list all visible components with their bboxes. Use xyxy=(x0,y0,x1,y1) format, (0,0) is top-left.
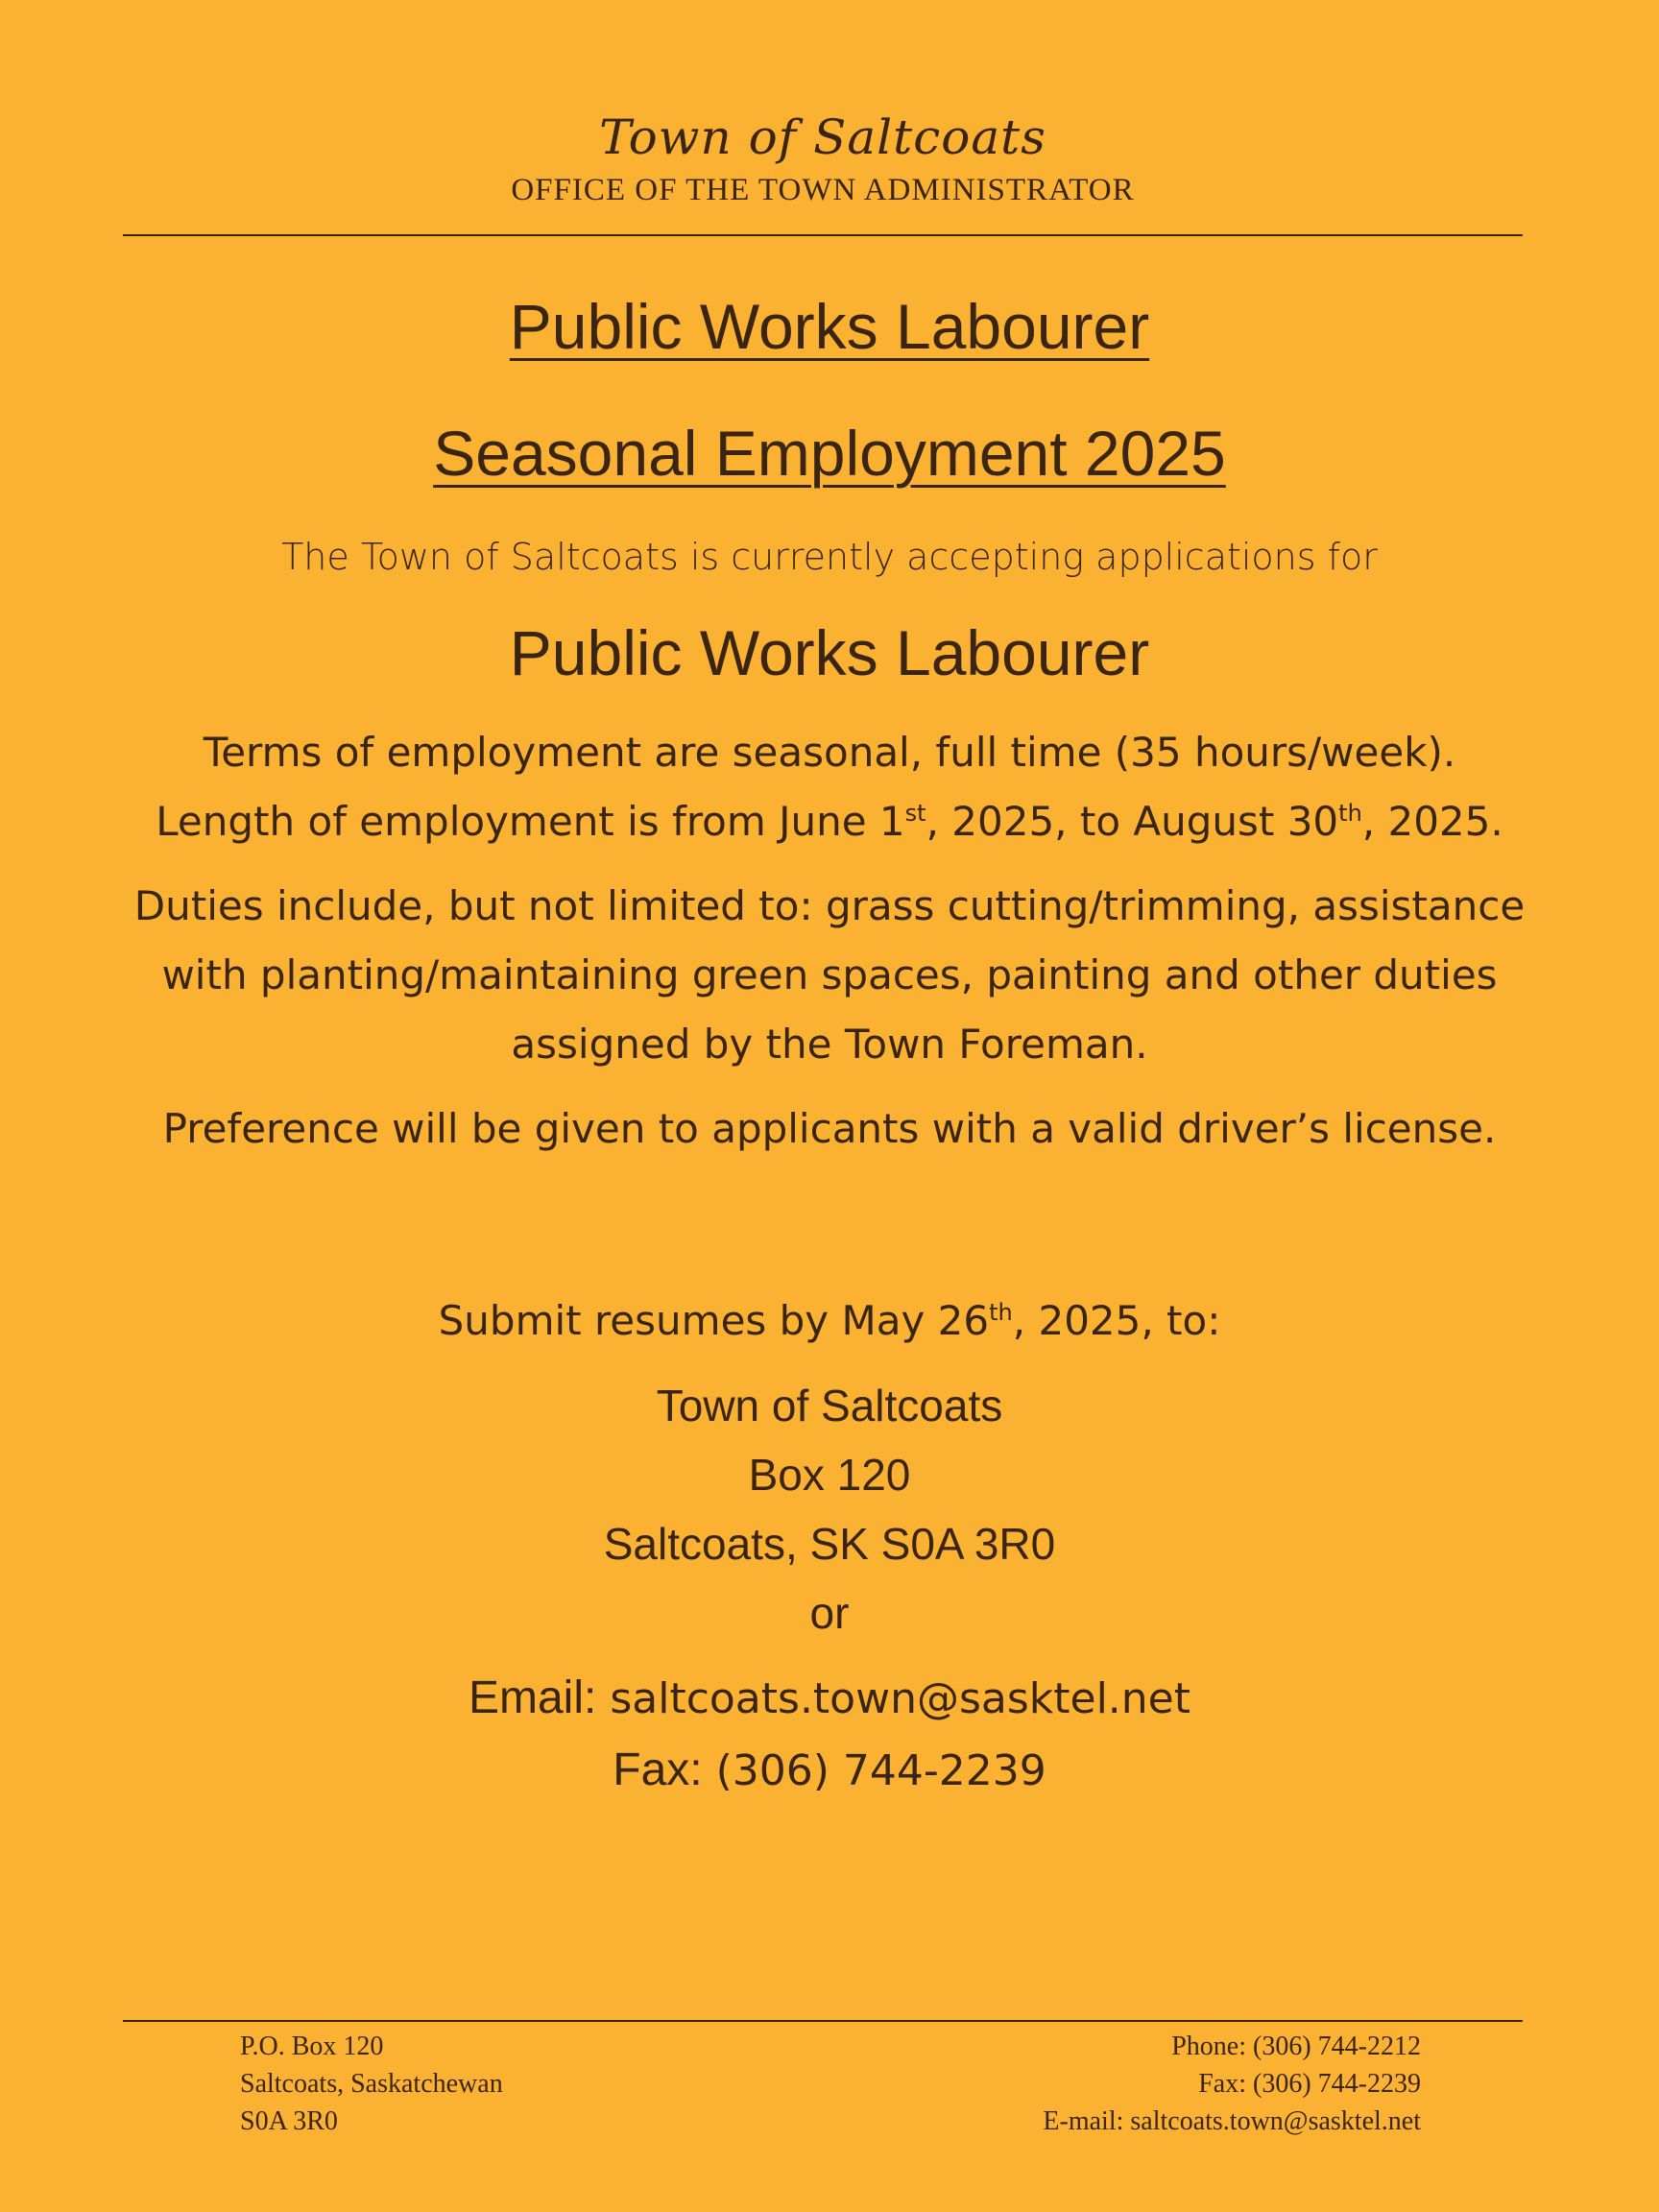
address-line: Saltcoats, SK S0A 3R0 xyxy=(603,1519,1056,1569)
email-link[interactable]: saltcoats.town@sasktel.net xyxy=(610,1674,1191,1723)
footer-email[interactable]: E-mail: saltcoats.town@sasktel.net xyxy=(1043,2106,1421,2136)
address-or: or xyxy=(809,1588,850,1638)
intro-text: The Town of Saltcoats is currently accepting applications for xyxy=(281,536,1378,578)
job-posting xyxy=(96,278,1563,1807)
position-name: Public Works Labourer xyxy=(509,617,1150,688)
footer-address-line: S0A 3R0 xyxy=(240,2106,338,2136)
footer-address-line: Saltcoats, Saskatchewan xyxy=(240,2069,503,2099)
fax-number: (306) 744-2239 xyxy=(715,1746,1046,1795)
header-divider xyxy=(123,234,1523,236)
terms-line: Terms of employment are seasonal, full time (35 hours/week). xyxy=(203,729,1456,776)
footer-contact xyxy=(1043,2028,1421,2140)
employment-terms xyxy=(96,718,1563,856)
submit-deadline: Submit resumes by May 26th, 2025, to: xyxy=(438,1297,1221,1344)
footer-divider xyxy=(123,2020,1523,2022)
letterhead xyxy=(123,108,1523,209)
length-line: Length of employment is from June 1st, 2025, to August 30th, 2025. xyxy=(156,798,1503,845)
email-label: Email: xyxy=(468,1672,597,1723)
footer-phone: Phone: (306) 744-2212 xyxy=(1171,2032,1421,2061)
email-contact xyxy=(96,1663,1563,1735)
address-line: Box 120 xyxy=(748,1450,911,1500)
footer-address xyxy=(240,2028,503,2140)
footer-fax: Fax: (306) 744-2239 xyxy=(1198,2069,1421,2099)
posting-title: Public Works Labourer xyxy=(509,291,1150,362)
town-logo-wordmark: Town of Saltcoats xyxy=(599,109,1046,165)
footer-address-line: P.O. Box 120 xyxy=(240,2032,384,2061)
duties-text xyxy=(96,872,1563,1079)
address-line: Town of Saltcoats xyxy=(656,1381,1003,1431)
duties-line: assigned by the Town Foreman. xyxy=(511,1021,1148,1068)
posting-subtitle: Seasonal Employment 2025 xyxy=(433,418,1226,489)
fax-contact xyxy=(96,1735,1563,1807)
preference-text: Preference will be given to applicants with a valid driver’s license. xyxy=(162,1105,1497,1152)
duties-line: with planting/maintaining green spaces, painting and other duties xyxy=(161,951,1498,998)
office-heading: OFFICE OF THE TOWN ADMINISTRATOR xyxy=(511,173,1135,207)
fax-label: Fax: xyxy=(613,1744,703,1795)
duties-line: Duties include, but not limited to: grass cutting/trimming, assistance xyxy=(133,882,1526,929)
